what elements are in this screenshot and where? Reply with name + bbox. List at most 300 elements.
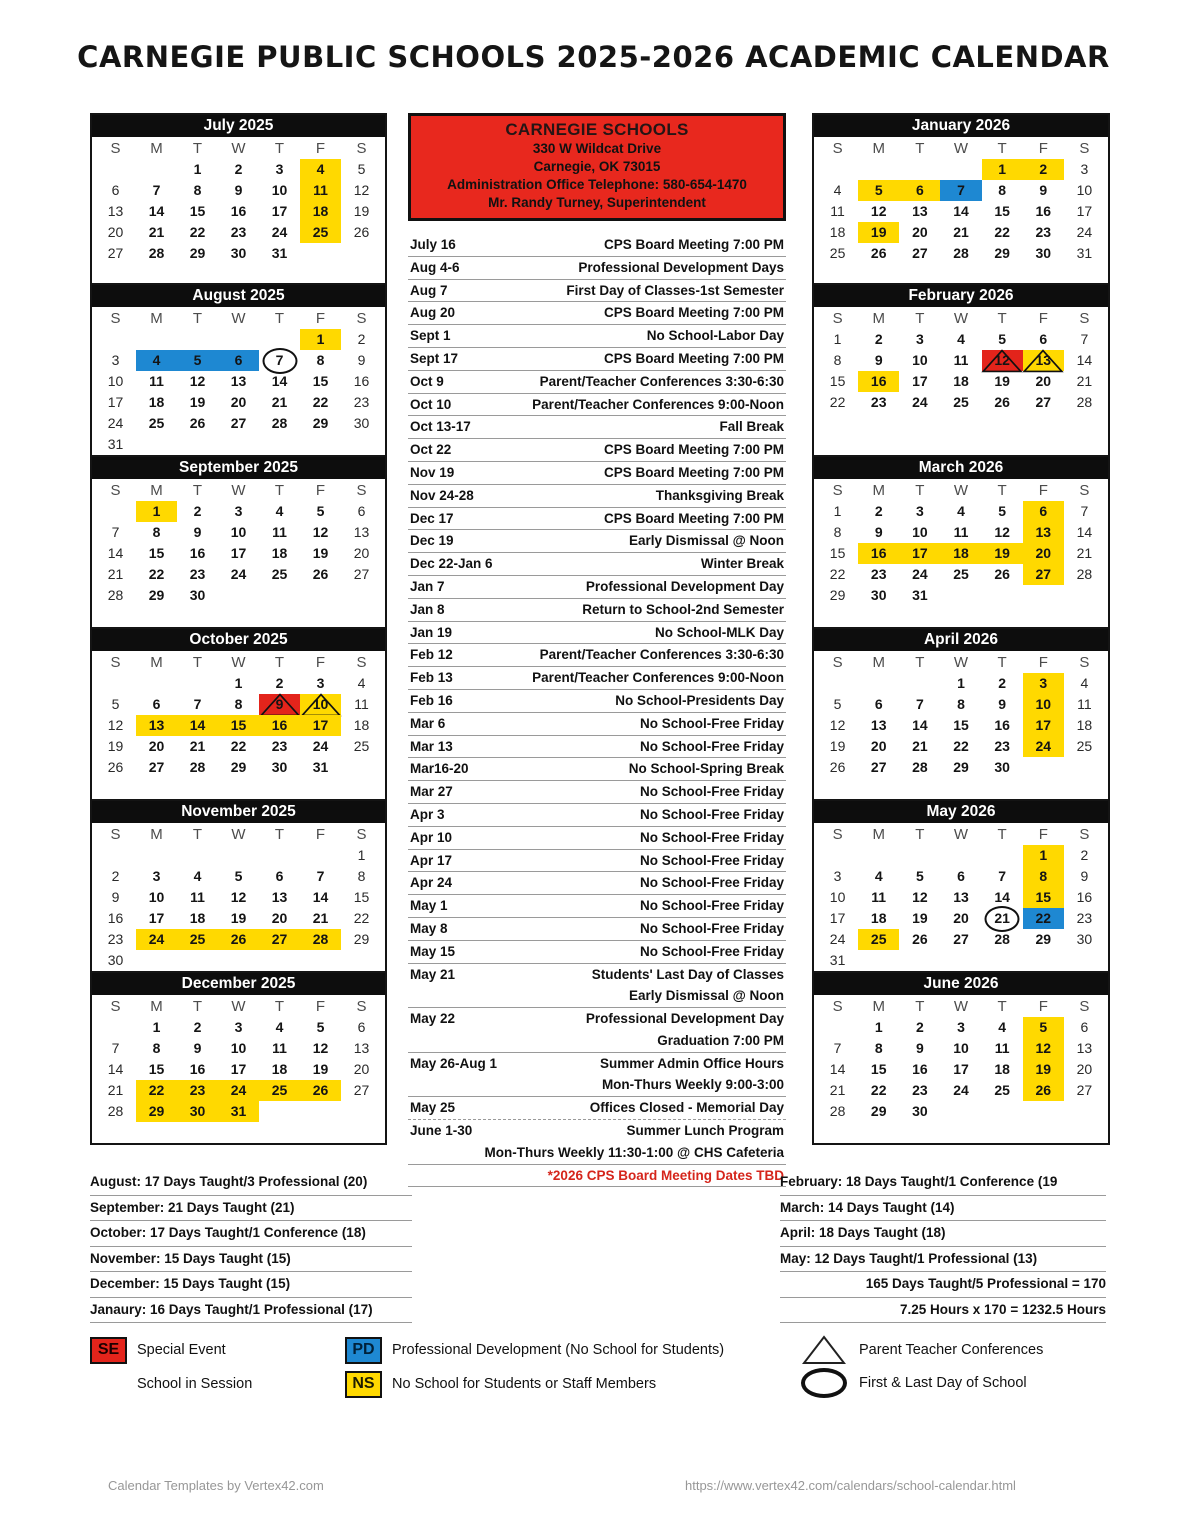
day-cell: 16 [189, 545, 206, 561]
day-cell: 4 [957, 331, 965, 347]
day-cell: 16 [858, 371, 899, 392]
day-of-week-header: F [315, 998, 326, 1015]
day-cell: 3 [152, 868, 161, 884]
month-title: April 2026 [814, 629, 1108, 651]
day-cell: 20 [1023, 543, 1064, 564]
event-date: Jan 8 [410, 601, 445, 617]
day-cell: 4 [874, 868, 883, 884]
day-cell: 5 [316, 1019, 325, 1035]
key-date-row [408, 850, 786, 873]
day-cell: 8 [152, 524, 161, 540]
day-cell: 26 [218, 929, 259, 950]
day-of-week-header: S [1079, 482, 1090, 499]
day-cell: 5 [357, 161, 366, 177]
day-cell: 28 [189, 759, 206, 775]
day-cell: 17 [271, 203, 288, 219]
event-date: Apr 24 [410, 875, 453, 891]
day-cell: 27 [259, 929, 300, 950]
empty-cell [136, 673, 177, 694]
no-school-swatch: NS [345, 1371, 382, 1398]
day-cell: 13 [870, 717, 887, 733]
day-of-week-header: F [315, 654, 326, 671]
day-cell: 5 [833, 696, 842, 712]
day-cell: 8 [957, 696, 965, 712]
day-cell: 10 [912, 524, 928, 540]
day-cell: 23 [107, 931, 124, 947]
key-date-row [408, 690, 786, 713]
day-of-week-header: S [356, 826, 367, 843]
day-cell: 7 [259, 350, 300, 371]
empty-cell [940, 159, 981, 180]
day-of-week-header: S [110, 998, 121, 1015]
day-cell: 16 [1076, 889, 1093, 905]
day-cell: 18 [271, 1061, 288, 1077]
day-cell: 8 [874, 1040, 883, 1056]
event-description: No School-Free Friday [639, 943, 784, 959]
day-cell: 15 [148, 545, 165, 561]
day-cell: 20 [953, 910, 969, 926]
conference-triangle-icon [259, 693, 301, 716]
day-cell: 28 [148, 245, 165, 261]
day-cell: 20 [148, 738, 165, 754]
event-date: Oct 22 [410, 442, 452, 458]
day-of-week-header: W [231, 482, 246, 499]
summary-row: 7.25 Hours x 170 = 1232.5 Hours [780, 1298, 1106, 1324]
calendar-column-right [812, 113, 1110, 1145]
day-cell: 11 [1077, 696, 1092, 712]
day-cell: 3 [316, 675, 325, 691]
day-of-week-header: T [192, 310, 203, 327]
school-city: Carnegie, OK 73015 [533, 159, 661, 174]
day-cell: 18 [870, 910, 887, 926]
summary-row: December: 15 Days Taught (15) [90, 1272, 412, 1298]
event-description: No School-Free Friday [639, 715, 784, 731]
empty-cell [982, 845, 1023, 866]
day-of-week-header: S [356, 998, 367, 1015]
event-description: Parent/Teacher Conferences 3:30-6:30 [539, 647, 784, 663]
day-cell: 31 [271, 245, 288, 261]
day-cell: 14 [994, 889, 1010, 905]
day-cell: 19 [189, 394, 206, 410]
day-cell: 14 [177, 715, 218, 736]
day-cell: 31 [312, 759, 329, 775]
event-description: Professional Development Day [585, 1011, 784, 1027]
month-title: December 2025 [92, 973, 385, 995]
event-description: No School-Free Friday [639, 806, 784, 822]
event-description: Return to School-2nd Semester [582, 601, 784, 617]
day-of-week-header: S [1079, 310, 1090, 327]
day-cell: 17 [300, 715, 341, 736]
day-cell: 18 [953, 373, 969, 389]
day-cell: 22 [1023, 908, 1064, 929]
day-cell: 27 [148, 759, 165, 775]
day-of-week-header: S [1079, 826, 1090, 843]
day-cell: 17 [148, 910, 165, 926]
professional-development-swatch: PD [345, 1337, 382, 1364]
month-title: September 2025 [92, 457, 385, 479]
day-cell: 13 [1023, 350, 1064, 371]
day-cell: 18 [1076, 717, 1093, 733]
day-cell: 5 [858, 180, 899, 201]
day-cell: 12 [230, 889, 247, 905]
day-cell: 27 [953, 931, 969, 947]
month-title: May 2026 [814, 801, 1108, 823]
key-date-row [408, 667, 786, 690]
day-cell: 26 [300, 1080, 341, 1101]
day-cell: 15 [312, 373, 329, 389]
day-cell: 22 [189, 224, 206, 240]
summary-row: November: 15 Days Taught (15) [90, 1247, 412, 1273]
day-cell: 24 [136, 929, 177, 950]
day-cell: 21 [107, 566, 124, 582]
day-cell: 24 [1076, 224, 1093, 240]
day-cell: 16 [912, 1061, 928, 1077]
day-cell: 1 [152, 1019, 161, 1035]
day-cell: 14 [148, 203, 165, 219]
day-cell: 6 [218, 350, 259, 371]
day-cell: 8 [357, 868, 366, 884]
empty-cell [95, 1017, 136, 1038]
key-dates-list [408, 234, 786, 1187]
day-cell: 3 [275, 161, 284, 177]
event-description: *2026 CPS Board Meeting Dates TBD [547, 1167, 784, 1183]
day-cell: 30 [1035, 245, 1052, 261]
day-of-week-header: F [1038, 140, 1048, 157]
event-description: CPS Board Meeting 7:00 PM [603, 305, 784, 321]
day-cell: 14 [829, 1061, 846, 1077]
day-cell: 15 [1023, 887, 1064, 908]
event-date: May 22 [410, 1011, 456, 1027]
day-cell: 20 [1076, 1061, 1093, 1077]
empty-cell [817, 845, 858, 866]
event-description: Parent/Teacher Conferences 3:30-6:30 [539, 373, 784, 389]
day-cell: 7 [940, 180, 981, 201]
day-cell: 2 [275, 675, 284, 691]
month-august-2025 [90, 285, 387, 457]
day-cell: 29 [136, 1101, 177, 1122]
day-cell: 16 [994, 717, 1010, 733]
legend-group-se [90, 1333, 252, 1401]
day-cell: 16 [230, 203, 247, 219]
event-date: Nov 24-28 [410, 487, 474, 503]
day-cell: 6 [899, 180, 940, 201]
day-cell: 12 [870, 203, 887, 219]
day-cell: 25 [953, 566, 969, 582]
day-cell: 15 [148, 1061, 165, 1077]
day-cell: 5 [998, 503, 1007, 519]
month-title: November 2025 [92, 801, 385, 823]
day-of-week-header: S [110, 654, 121, 671]
day-of-week-header: S [1079, 140, 1090, 157]
day-of-week-header: T [915, 140, 925, 157]
day-cell: 11 [994, 1040, 1010, 1056]
day-cell: 3 [957, 1019, 965, 1035]
day-cell: 8 [833, 352, 842, 368]
event-date: Feb 16 [410, 692, 453, 708]
day-cell: 12 [353, 182, 370, 198]
day-cell: 6 [111, 182, 120, 198]
day-cell: 22 [148, 566, 165, 582]
event-description-line2: Mon-Thurs Weekly 11:30-1:00 @ CHS Cafeteria [484, 1144, 784, 1160]
month-june-2026 [812, 973, 1110, 1145]
event-description-line2: Graduation 7:00 PM [657, 1032, 784, 1048]
summary-row: October: 17 Days Taught/1 Conference (18) [90, 1221, 412, 1247]
day-cell: 25 [148, 415, 165, 431]
page-title: CARNEGIE PUBLIC SCHOOLS 2025-2026 ACADEMIC CALENDAR [77, 40, 1110, 74]
day-cell: 11 [830, 203, 845, 219]
day-cell: 27 [1035, 394, 1052, 410]
day-cell: 13 [1076, 1040, 1093, 1056]
event-description: CPS Board Meeting 7:00 PM [603, 442, 784, 458]
empty-cell [858, 159, 899, 180]
month-october-2025 [90, 629, 387, 801]
empty-cell [95, 159, 136, 180]
day-cell: 15 [218, 715, 259, 736]
key-date-row [408, 827, 786, 850]
day-cell: 25 [829, 245, 846, 261]
day-cell: 9 [1080, 868, 1089, 884]
event-description: Summer Admin Office Hours [599, 1055, 784, 1071]
day-cell: 19 [107, 738, 124, 754]
day-cell: 8 [316, 352, 325, 368]
day-cell: 2 [1080, 847, 1089, 863]
day-cell: 19 [230, 910, 247, 926]
day-of-week-header: S [356, 310, 367, 327]
day-cell: 16 [1035, 203, 1052, 219]
day-cell: 23 [353, 394, 370, 410]
day-cell: 16 [858, 543, 899, 564]
day-of-week-header: T [997, 826, 1007, 843]
day-cell: 13 [230, 373, 247, 389]
event-date: Apr 10 [410, 829, 453, 845]
day-cell: 25 [994, 1082, 1010, 1098]
day-cell: 15 [829, 545, 846, 561]
event-date: Aug 4-6 [410, 259, 460, 275]
month-march-2026 [812, 457, 1110, 629]
day-of-week-header: T [997, 998, 1007, 1015]
day-cell: 19 [858, 222, 899, 243]
day-of-week-header: T [192, 482, 203, 499]
first-last-day-circle-icon [262, 348, 297, 374]
event-description: Offices Closed - Memorial Day [589, 1100, 784, 1116]
day-cell: 19 [312, 545, 329, 561]
event-date: Sept 17 [410, 350, 459, 366]
conference-triangle-icon [300, 693, 342, 716]
day-cell: 28 [1076, 566, 1093, 582]
key-date-row [408, 576, 786, 599]
day-of-week-header: F [1038, 654, 1048, 671]
day-cell: 7 [111, 1040, 120, 1056]
day-cell: 26 [994, 394, 1010, 410]
day-cell: 7 [1080, 503, 1089, 519]
key-date-row [408, 736, 786, 759]
day-cell: 11 [953, 352, 969, 368]
event-date: Dec 19 [410, 533, 454, 549]
day-cell: 7 [111, 524, 120, 540]
empty-cell [899, 673, 940, 694]
event-date: Dec 22-Jan 6 [410, 556, 493, 572]
day-of-week-header: T [192, 826, 203, 843]
event-date: Aug 20 [410, 305, 456, 321]
day-of-week-header: F [1038, 310, 1048, 327]
key-date-row [408, 508, 786, 531]
day-cell: 2 [998, 675, 1007, 691]
day-cell: 7 [833, 1040, 842, 1056]
month-title: January 2026 [814, 115, 1108, 137]
event-description: Winter Break [700, 556, 784, 572]
day-cell: 15 [870, 1061, 887, 1077]
day-cell: 4 [275, 503, 284, 519]
day-cell: 2 [193, 1019, 202, 1035]
day-cell: 15 [353, 889, 370, 905]
month-january-2026 [812, 113, 1110, 285]
day-cell: 13 [107, 203, 124, 219]
event-description: No School-Free Friday [639, 829, 784, 845]
day-of-week-header: W [953, 826, 969, 843]
day-of-week-header: S [832, 140, 843, 157]
day-cell: 9 [193, 1040, 202, 1056]
empty-cell [95, 845, 136, 866]
day-cell: 20 [230, 394, 247, 410]
day-cell: 4 [193, 868, 202, 884]
day-of-week-header: M [872, 482, 885, 499]
day-cell: 1 [193, 161, 202, 177]
day-cell: 9 [357, 352, 366, 368]
day-cell: 20 [870, 738, 887, 754]
day-cell: 12 [994, 524, 1010, 540]
day-cell: 9 [193, 524, 202, 540]
day-cell: 10 [300, 694, 341, 715]
key-date-row [408, 394, 786, 417]
key-date-row [408, 280, 786, 303]
day-cell: 9 [874, 352, 883, 368]
legend-group-shapes [800, 1333, 1043, 1399]
event-description: Thanksgiving Break [655, 487, 784, 503]
day-cell: 7 [316, 868, 325, 884]
day-cell: 20 [353, 1061, 370, 1077]
triangle-icon [800, 1335, 847, 1365]
key-date-row [408, 530, 786, 553]
empty-cell [858, 673, 899, 694]
day-of-week-header: M [872, 310, 885, 327]
day-cell: 16 [107, 910, 124, 926]
day-cell: 1 [982, 159, 1023, 180]
day-of-week-header: W [231, 826, 246, 843]
day-cell: 1 [1023, 845, 1064, 866]
summary-row: August: 17 Days Taught/3 Professional (20) [90, 1170, 412, 1196]
day-cell: 4 [998, 1019, 1007, 1035]
day-cell: 12 [312, 1040, 329, 1056]
day-cell: 30 [1076, 931, 1093, 947]
key-date-row [408, 644, 786, 667]
day-cell: 8 [234, 696, 243, 712]
day-cell: 30 [177, 1101, 218, 1122]
oval-icon [800, 1368, 847, 1398]
day-cell: 2 [1023, 159, 1064, 180]
day-cell: 18 [353, 717, 370, 733]
day-cell: 28 [107, 587, 124, 603]
day-cell: 25 [177, 929, 218, 950]
day-of-week-header: M [150, 310, 163, 327]
day-cell: 11 [871, 889, 887, 905]
event-date: Mar 27 [410, 784, 453, 800]
day-of-week-header: M [872, 140, 885, 157]
month-july-2025 [90, 113, 387, 285]
day-cell: 15 [189, 203, 206, 219]
day-of-week-header: F [1038, 826, 1048, 843]
day-cell: 31 [1076, 245, 1093, 261]
day-of-week-header: M [872, 654, 885, 671]
day-cell: 19 [982, 543, 1023, 564]
empty-cell [136, 159, 177, 180]
day-cell: 16 [189, 1061, 206, 1077]
day-cell: 5 [177, 350, 218, 371]
day-cell: 26 [189, 415, 206, 431]
event-description: Summer Lunch Program [626, 1123, 784, 1139]
day-cell: 25 [953, 394, 969, 410]
day-of-week-header: T [997, 140, 1007, 157]
event-description: No School-Free Friday [639, 738, 784, 754]
event-date: May 21 [410, 966, 456, 982]
day-cell: 7 [152, 182, 161, 198]
day-cell: 29 [312, 415, 329, 431]
day-cell: 8 [833, 524, 842, 540]
day-cell: 4 [1080, 675, 1089, 691]
day-cell: 28 [994, 931, 1010, 947]
day-cell: 6 [1080, 1019, 1089, 1035]
school-in-session-label: School in Session [137, 1376, 253, 1392]
key-date-row [408, 371, 786, 394]
event-description: No School-Spring Break [628, 761, 784, 777]
event-date: June 1-30 [410, 1123, 473, 1139]
day-cell: 12 [912, 889, 928, 905]
no-school-label: No School for Students or Staff Members [392, 1376, 657, 1392]
day-cell: 29 [870, 1103, 887, 1119]
empty-cell [218, 845, 259, 866]
day-cell: 30 [271, 759, 288, 775]
day-of-week-header: M [150, 482, 163, 499]
event-description: No School-Free Friday [639, 875, 784, 891]
day-cell: 3 [915, 503, 924, 519]
day-cell: 1 [833, 503, 842, 519]
key-date-row [408, 804, 786, 827]
event-description: CPS Board Meeting 7:00 PM [603, 464, 784, 480]
day-of-week-header: T [915, 654, 925, 671]
day-of-week-header: S [832, 482, 843, 499]
day-cell: 24 [953, 1082, 969, 1098]
day-cell: 9 [259, 694, 300, 715]
day-of-week-header: T [274, 998, 285, 1015]
day-of-week-header: S [832, 826, 843, 843]
day-cell: 22 [870, 1082, 887, 1098]
day-cell: 7 [915, 696, 924, 712]
day-cell: 9 [111, 889, 120, 905]
day-cell: 3 [1023, 673, 1064, 694]
day-cell: 18 [300, 201, 341, 222]
day-cell: 20 [353, 545, 370, 561]
event-date: Jan 19 [410, 624, 453, 640]
day-cell: 1 [234, 675, 243, 691]
event-description: Fall Break [719, 419, 784, 435]
empty-cell [177, 329, 218, 350]
day-of-week-header: T [997, 482, 1007, 499]
day-cell: 4 [957, 503, 965, 519]
school-superintendent: Mr. Randy Turney, Superintendent [488, 195, 706, 210]
event-description-line2: Mon-Thurs Weekly 9:00-3:00 [601, 1077, 784, 1093]
day-cell: 22 [953, 738, 969, 754]
day-of-week-header: T [274, 140, 285, 157]
day-of-week-header: S [356, 654, 367, 671]
